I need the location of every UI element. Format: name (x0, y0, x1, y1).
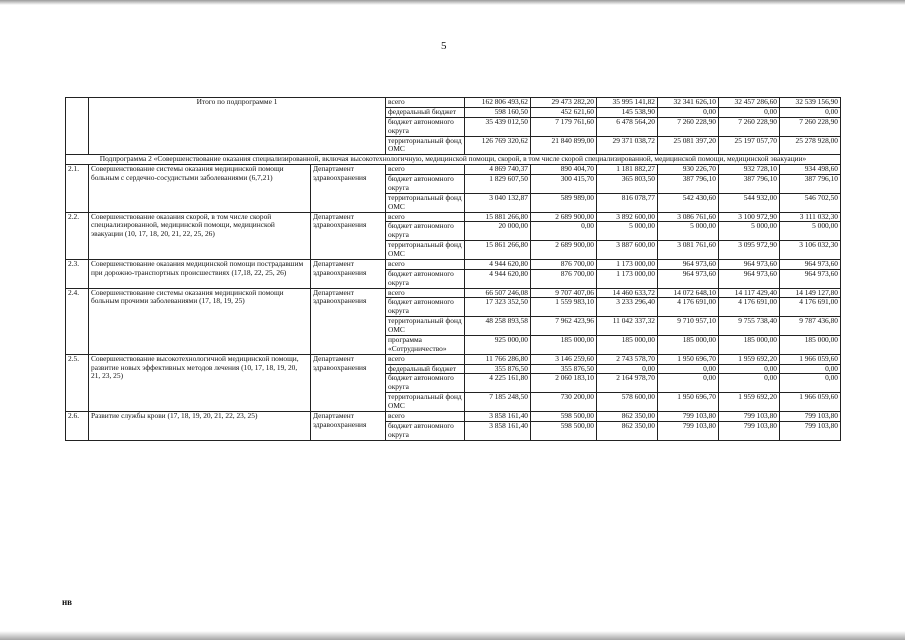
amount-cell: 799 103,80 (658, 411, 719, 421)
amount-cell: 185 000,00 (780, 335, 841, 354)
amount-cell: 3 095 972,90 (719, 241, 780, 260)
amount-cell: 3 100 972,90 (719, 212, 780, 222)
amount-cell: 876 700,00 (531, 269, 597, 288)
amount-cell: 598 500,00 (531, 421, 597, 440)
amount-cell: 2 164 978,70 (597, 374, 658, 393)
amount-cell: 3 040 132,87 (465, 193, 531, 212)
amount-cell: 25 278 928,00 (780, 136, 841, 155)
table-row (66, 354, 841, 364)
amount-cell: 964 973,60 (780, 269, 841, 288)
row-number: 2.1. (66, 165, 89, 212)
amount-cell: 890 404,70 (531, 165, 597, 175)
amount-cell: 1 966 059,60 (780, 354, 841, 364)
amount-cell: 145 538,90 (597, 107, 658, 117)
amount-cell: 964 973,60 (780, 259, 841, 269)
amount-cell: 930 226,70 (658, 165, 719, 175)
amount-cell: 11 042 337,32 (597, 317, 658, 336)
event-name: Совершенствование системы оказания медицинской помощи больным прочими заболеваниями (17, 18, 19, 25) (89, 288, 311, 354)
amount-cell: 9 755 738,40 (719, 317, 780, 336)
funding-source: территориальный фонд ОМС (386, 241, 465, 260)
funding-source: территориальный фонд ОМС (386, 193, 465, 212)
amount-cell: 3 892 600,00 (597, 212, 658, 222)
amount-cell: 185 000,00 (597, 335, 658, 354)
amount-cell: 66 507 246,08 (465, 288, 531, 298)
amount-cell: 862 350,00 (597, 421, 658, 440)
amount-cell: 5 000,00 (719, 222, 780, 241)
funding-source: бюджет автономного округа (386, 421, 465, 440)
amount-cell: 365 803,50 (597, 175, 658, 194)
executor: Департамент здравоохранения (311, 212, 386, 259)
table-row (66, 212, 841, 222)
funding-source: территориальный фонд ОМС (386, 317, 465, 336)
amount-cell: 925 000,00 (465, 335, 531, 354)
amount-cell: 32 457 286,60 (719, 98, 780, 108)
row-number: 2.2. (66, 212, 89, 259)
amount-cell: 21 840 899,00 (531, 136, 597, 155)
budget-table (65, 97, 841, 441)
amount-cell: 1 173 000,00 (597, 259, 658, 269)
amount-cell: 300 415,70 (531, 175, 597, 194)
amount-cell: 1 959 692,20 (719, 393, 780, 412)
event-name: Совершенствование высокотехнологичной медицинской помощи, развитие новых эффективных методов лечения (10, 17, 18, 19, 20, 21, 23, 25) (89, 354, 311, 411)
amount-cell: 799 103,80 (719, 411, 780, 421)
amount-cell: 1 559 983,10 (531, 298, 597, 317)
amount-cell: 452 621,60 (531, 107, 597, 117)
amount-cell: 546 702,50 (780, 193, 841, 212)
executor: Департамент здравоохранения (311, 411, 386, 440)
amount-cell: 0,00 (597, 364, 658, 374)
amount-cell: 0,00 (658, 107, 719, 117)
amount-cell: 5 000,00 (780, 222, 841, 241)
funding-source: всего (386, 165, 465, 175)
amount-cell: 25 081 397,20 (658, 136, 719, 155)
table-body (66, 98, 841, 441)
amount-cell: 964 973,60 (719, 269, 780, 288)
amount-cell: 48 258 893,58 (465, 317, 531, 336)
amount-cell: 4 176 691,00 (780, 298, 841, 317)
amount-cell: 15 861 266,80 (465, 241, 531, 260)
amount-cell: 3 111 032,30 (780, 212, 841, 222)
amount-cell: 35 439 012,50 (465, 117, 531, 136)
amount-cell: 598 500,00 (531, 411, 597, 421)
amount-cell: 7 260 228,90 (658, 117, 719, 136)
amount-cell: 4 176 691,00 (719, 298, 780, 317)
amount-cell: 4 869 740,37 (465, 165, 531, 175)
amount-cell: 542 430,60 (658, 193, 719, 212)
number-cell (66, 98, 89, 155)
amount-cell: 964 973,60 (719, 259, 780, 269)
amount-cell: 589 989,00 (531, 193, 597, 212)
executor: Департамент здравоохранения (311, 259, 386, 288)
amount-cell: 7 962 423,96 (531, 317, 597, 336)
amount-cell: 799 103,80 (658, 421, 719, 440)
amount-cell: 876 700,00 (531, 259, 597, 269)
amount-cell: 2 689 900,00 (531, 241, 597, 260)
amount-cell: 3 086 761,60 (658, 212, 719, 222)
amount-cell: 185 000,00 (719, 335, 780, 354)
scan-edge-bottom (0, 631, 905, 640)
amount-cell: 0,00 (719, 374, 780, 393)
event-name: Совершенствование системы оказания медицинской помощи больным с сердечно-сосудистыми заболеваниями (6,7,21) (89, 165, 311, 212)
amount-cell: 3 858 161,40 (465, 421, 531, 440)
funding-source: бюджет автономного округа (386, 374, 465, 393)
amount-cell: 2 060 183,10 (531, 374, 597, 393)
funding-source: всего (386, 98, 465, 108)
row-number: 2.4. (66, 288, 89, 354)
amount-cell: 17 323 352,50 (465, 298, 531, 317)
amount-cell: 0,00 (780, 364, 841, 374)
table-row (66, 165, 841, 175)
row-number: 2.5. (66, 354, 89, 411)
amount-cell: 799 103,80 (780, 421, 841, 440)
amount-cell: 0,00 (658, 364, 719, 374)
amount-cell: 0,00 (719, 107, 780, 117)
amount-cell: 185 000,00 (658, 335, 719, 354)
funding-source: всего (386, 212, 465, 222)
amount-cell: 799 103,80 (719, 421, 780, 440)
executor: Департамент здравоохранения (311, 354, 386, 411)
amount-cell: 7 260 228,90 (780, 117, 841, 136)
amount-cell: 3 858 161,40 (465, 411, 531, 421)
page-number: 5 (441, 40, 447, 52)
amount-cell: 932 728,10 (719, 165, 780, 175)
amount-cell: 32 341 626,10 (658, 98, 719, 108)
funding-source: всего (386, 288, 465, 298)
amount-cell: 5 000,00 (597, 222, 658, 241)
amount-cell: 0,00 (780, 107, 841, 117)
subprogram-row (66, 155, 841, 165)
amount-cell: 14 072 648,10 (658, 288, 719, 298)
amount-cell: 7 185 248,50 (465, 393, 531, 412)
amount-cell: 11 766 286,80 (465, 354, 531, 364)
amount-cell: 1 966 059,60 (780, 393, 841, 412)
funding-source: бюджет автономного округа (386, 175, 465, 194)
amount-cell: 7 260 228,90 (719, 117, 780, 136)
amount-cell: 35 995 141,82 (597, 98, 658, 108)
amount-cell: 29 371 038,72 (597, 136, 658, 155)
amount-cell: 162 806 493,62 (465, 98, 531, 108)
amount-cell: 730 200,00 (531, 393, 597, 412)
amount-cell: 544 932,00 (719, 193, 780, 212)
amount-cell: 3 887 600,00 (597, 241, 658, 260)
amount-cell: 9 787 436,80 (780, 317, 841, 336)
amount-cell: 598 160,50 (465, 107, 531, 117)
amount-cell: 4 225 161,80 (465, 374, 531, 393)
event-name: Совершенствование оказания медицинской помощи пострадавшим при дорожно-транспортных происшествиях (17,18, 22, 25, 26) (89, 259, 311, 288)
amount-cell: 0,00 (719, 364, 780, 374)
amount-cell: 578 600,00 (597, 393, 658, 412)
amount-cell: 964 973,60 (658, 269, 719, 288)
amount-cell: 2 689 900,00 (531, 212, 597, 222)
funding-source: бюджет автономного округа (386, 222, 465, 241)
footer-mark: нв (62, 597, 73, 607)
amount-cell: 1 959 692,20 (719, 354, 780, 364)
amount-cell: 6 478 564,20 (597, 117, 658, 136)
funding-source: территориальный фонд ОМС (386, 136, 465, 155)
amount-cell: 387 796,10 (780, 175, 841, 194)
amount-cell: 799 103,80 (780, 411, 841, 421)
amount-cell: 3 233 296,40 (597, 298, 658, 317)
amount-cell: 1 950 696,70 (658, 354, 719, 364)
table-row (66, 288, 841, 298)
amount-cell: 25 197 057,70 (719, 136, 780, 155)
table-row (66, 411, 841, 421)
funding-source: федеральный бюджет (386, 107, 465, 117)
amount-cell: 5 000,00 (658, 222, 719, 241)
amount-cell: 14 149 127,80 (780, 288, 841, 298)
amount-cell: 29 473 282,20 (531, 98, 597, 108)
amount-cell: 4 944 620,80 (465, 269, 531, 288)
scan-edge-top (0, 0, 905, 5)
amount-cell: 934 498,60 (780, 165, 841, 175)
funding-source: бюджет автономного округа (386, 298, 465, 317)
amount-cell: 3 106 032,30 (780, 241, 841, 260)
funding-source: бюджет автономного округа (386, 117, 465, 136)
amount-cell: 14 460 633,72 (597, 288, 658, 298)
funding-source: всего (386, 259, 465, 269)
amount-cell: 1 181 882,27 (597, 165, 658, 175)
funding-source: территориальный фонд ОМС (386, 393, 465, 412)
amount-cell: 9 707 407,06 (531, 288, 597, 298)
event-name: Совершенствование оказания скорой, в том числе скорой специализированной, медицинской помощи, медицинской эвакуации (10, 17, 18, 20, 21, 22, 25, 26) (89, 212, 311, 259)
amount-cell: 387 796,10 (719, 175, 780, 194)
row-number: 2.6. (66, 411, 89, 440)
amount-cell: 185 000,00 (531, 335, 597, 354)
amount-cell: 387 796,10 (658, 175, 719, 194)
amount-cell: 862 350,00 (597, 411, 658, 421)
amount-cell: 20 000,00 (465, 222, 531, 241)
funding-source: программа «Сотрудничество» (386, 335, 465, 354)
amount-cell: 2 743 578,70 (597, 354, 658, 364)
amount-cell: 14 117 429,40 (719, 288, 780, 298)
amount-cell: 1 829 607,50 (465, 175, 531, 194)
amount-cell: 964 973,60 (658, 259, 719, 269)
amount-cell: 0,00 (658, 374, 719, 393)
amount-cell: 9 710 957,10 (658, 317, 719, 336)
amount-cell: 7 179 761,60 (531, 117, 597, 136)
amount-cell: 3 081 761,60 (658, 241, 719, 260)
total-row (66, 98, 841, 108)
funding-source: бюджет автономного округа (386, 269, 465, 288)
amount-cell: 126 769 320,62 (465, 136, 531, 155)
event-name: Развитие службы крови (17, 18, 19, 20, 21, 22, 23, 25) (89, 411, 311, 440)
table-row (66, 259, 841, 269)
amount-cell: 4 944 620,80 (465, 259, 531, 269)
executor: Департамент здравоохранения (311, 288, 386, 354)
subprogram-title: Подпрограмма 2 «Совершенствование оказания специализированной, включая высокотехнологичную, медицинской помощи, скорой, в том числе скорой специализированной, медицинской помощи, медицинской эвакуации» (66, 155, 841, 165)
total-label: Итого по подпрограмме 1 (89, 98, 386, 155)
amount-cell: 355 876,50 (531, 364, 597, 374)
amount-cell: 816 078,77 (597, 193, 658, 212)
amount-cell: 1 950 696,70 (658, 393, 719, 412)
amount-cell: 1 173 000,00 (597, 269, 658, 288)
funding-source: федеральный бюджет (386, 364, 465, 374)
amount-cell: 355 876,50 (465, 364, 531, 374)
funding-source: всего (386, 354, 465, 364)
funding-source: всего (386, 411, 465, 421)
amount-cell: 15 881 266,80 (465, 212, 531, 222)
amount-cell: 32 539 156,90 (780, 98, 841, 108)
amount-cell: 3 146 259,60 (531, 354, 597, 364)
amount-cell: 0,00 (780, 374, 841, 393)
row-number: 2.3. (66, 259, 89, 288)
executor: Департамент здравоохранения (311, 165, 386, 212)
amount-cell: 0,00 (531, 222, 597, 241)
amount-cell: 4 176 691,00 (658, 298, 719, 317)
